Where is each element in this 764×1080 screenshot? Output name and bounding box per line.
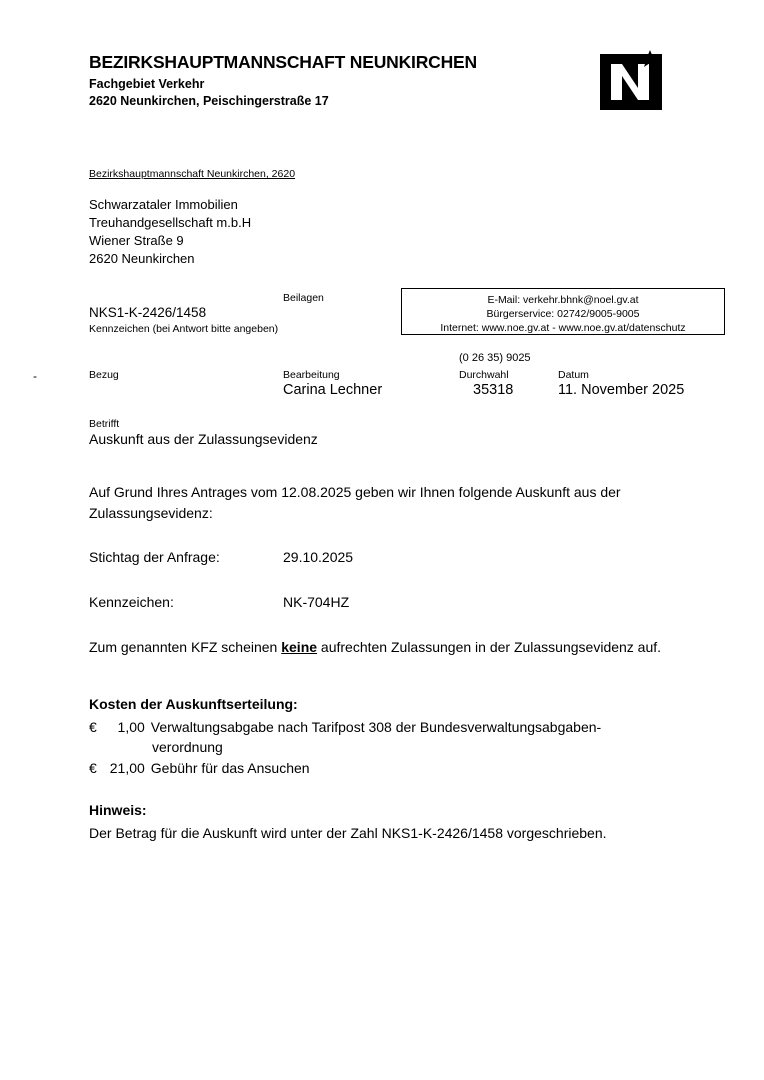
durchwahl-value: 35318: [473, 382, 514, 398]
letter-body: [89, 482, 694, 682]
kennzeichen-row: [89, 592, 694, 613]
bearbeitung-value: Carina Lechner: [283, 382, 383, 398]
contact-internet: Internet: www.noe.gv.at - www.noe.gv.at/datenschutz: [440, 322, 686, 335]
subject-label: Betrifft: [89, 418, 120, 430]
statement-part2: aufrechten Zulassungen in der Zulassungsevidenz auf.: [317, 638, 662, 655]
contact-citizen-service: Bürgerservice: 02742/9005-9005: [486, 308, 640, 321]
costs-heading: Kosten der Auskunftserteilung:: [89, 696, 298, 712]
statement-emphasis: keine: [281, 638, 318, 655]
cost-line-1: [89, 717, 694, 738]
subject-value: Auskunft aus der Zulassungsevidenz: [89, 431, 318, 447]
statement-part1: Zum genannten KFZ scheinen: [89, 638, 282, 655]
kennzeichen-label: Kennzeichen:: [89, 594, 174, 611]
cost-1-currency: €: [89, 718, 97, 735]
cost-2-text: Gebühr für das Ansuchen: [150, 760, 310, 777]
phone-prefix: (0 26 35) 9025: [459, 352, 531, 364]
contact-email: E-Mail: verkehr.bhnk@noel.gv.at: [487, 294, 639, 306]
note-heading: Hinweis:: [89, 802, 147, 818]
costs-list: [89, 717, 694, 779]
organization-address: 2620 Neunkirchen, Peischingerstraße 17: [89, 93, 329, 108]
organization-name: BEZIRKSHAUPTMANNSCHAFT NEUNKIRCHEN: [89, 52, 477, 72]
datum-value: 11. November 2025: [558, 382, 685, 398]
stichtag-label: Stichtag der Anfrage:: [89, 549, 220, 566]
note-section: [89, 800, 694, 843]
costs-section: [89, 694, 694, 779]
recipient-address: [89, 196, 251, 268]
cost-1-text: Verwaltungsabgabe nach Tarifpost 308 der Bundesverwaltungsabgaben-: [150, 718, 602, 735]
durchwahl-label: Durchwahl: [459, 369, 509, 381]
recipient-line: 2620 Neunkirchen: [89, 250, 195, 266]
stichtag-value: 29.10.2025: [283, 549, 354, 566]
reference-number: NKS1-K-2426/1458: [89, 305, 207, 320]
statement-paragraph: [89, 637, 689, 658]
cost-2-currency: €: [89, 760, 97, 777]
bezug-label: Bezug: [89, 369, 119, 381]
attachments-label: Beilagen: [283, 292, 324, 304]
department-name: Fachgebiet Verkehr: [89, 76, 205, 91]
sender-line: Bezirkshauptmannschaft Neunkirchen, 2620: [89, 168, 296, 180]
cost-2-amount: 21,00: [109, 760, 145, 777]
reference-caption: Kennzeichen (bei Antwort bitte angeben): [89, 323, 279, 335]
cost-line-1-continuation: verordnung: [152, 739, 223, 756]
recipient-line: Wiener Straße 9: [89, 232, 184, 248]
intro-paragraph: Auf Grund Ihres Antrages vom 12.08.2025 geben wir Ihnen folgende Auskunft aus der Zulassungsevidenz:: [89, 484, 621, 521]
recipient-line: Schwarzataler Immobilien: [89, 197, 238, 212]
lower-austria-coat-of-arms-logo: [600, 48, 666, 114]
cost-1-amount: 1,00: [117, 718, 145, 735]
datum-label: Datum: [558, 369, 589, 381]
contact-info-box: [401, 288, 725, 335]
stichtag-row: [89, 547, 694, 568]
recipient-line: Treuhandgesellschaft m.b.H: [89, 214, 252, 230]
kennzeichen-value: NK-704HZ: [283, 594, 350, 611]
note-text: Der Betrag für die Auskunft wird unter der Zahl NKS1-K-2426/1458 vorgeschrieben.: [89, 824, 607, 841]
bearbeitung-label: Bearbeitung: [283, 369, 340, 381]
letterhead: [89, 52, 669, 110]
cost-line-2: [89, 758, 694, 779]
margin-dash-mark: -: [33, 369, 37, 383]
